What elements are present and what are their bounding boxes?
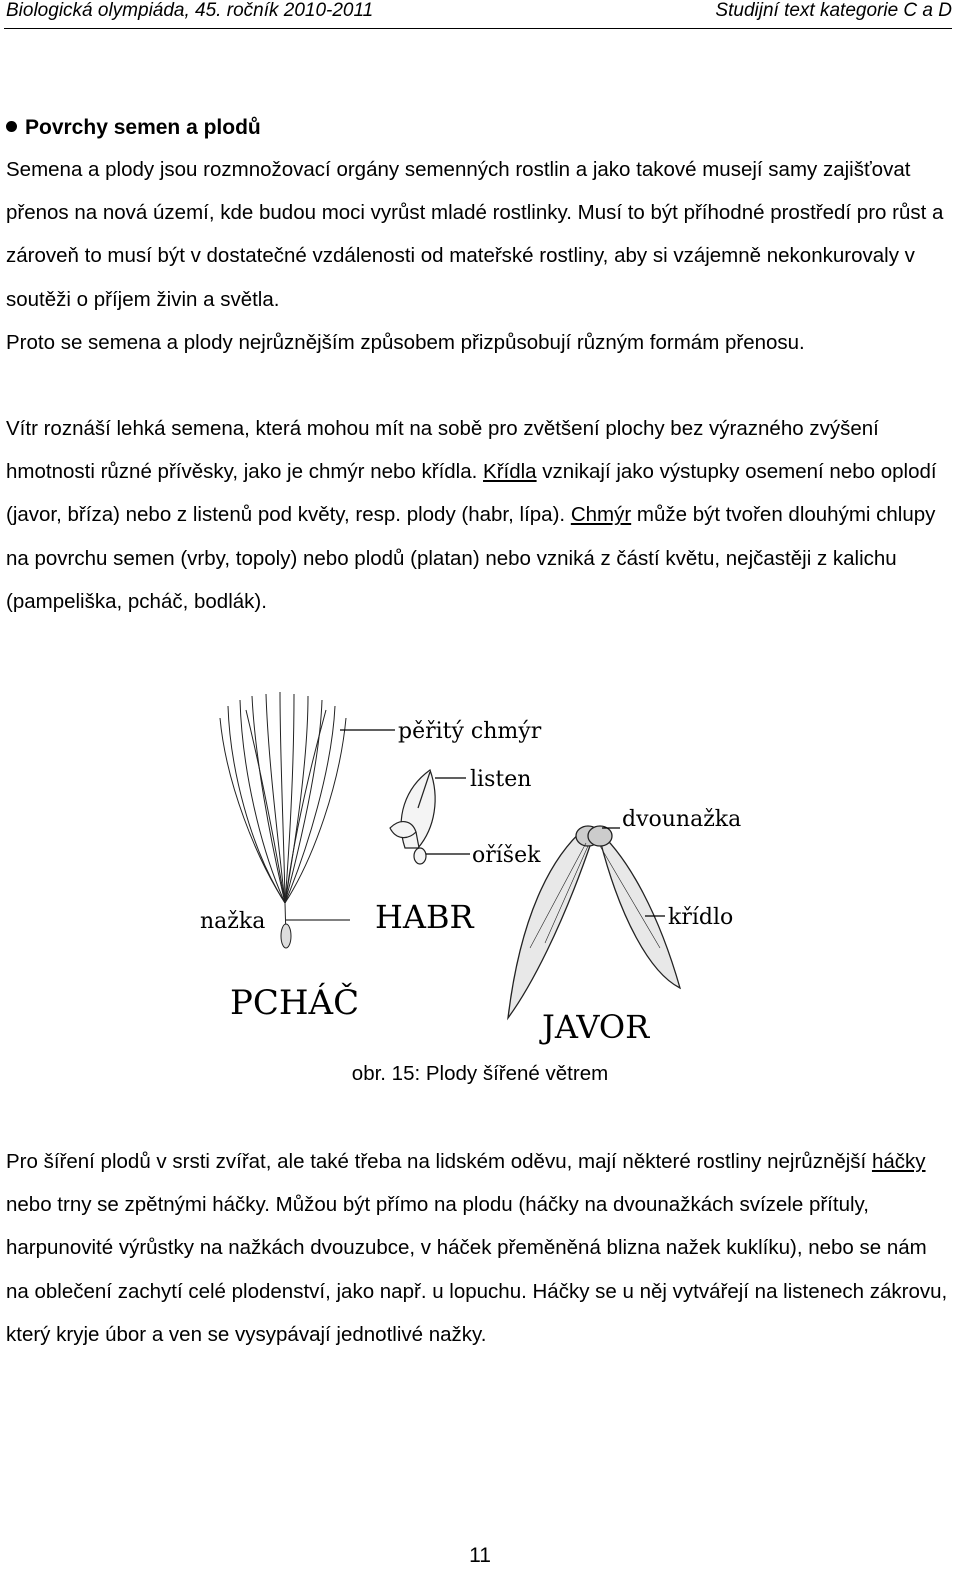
section-heading — [6, 116, 261, 140]
page-number: 11 — [469, 1544, 491, 1567]
paragraph-2-part-b: vznikají jako výstupky osemení nebo oplodí (javor, bříza) nebo z listenů pod květy, resp. plody (habr, lípa). — [6, 460, 937, 527]
paragraph-2-part-c: může být tvořen dlouhými chlupy na povrchu semen (vrby, topoly) nebo plodů (platan) nebo vzniká z částí květu, nejčastěji z kalichu (pampeliška, pcháč, bodlák). — [6, 503, 936, 613]
paragraph-3 — [6, 1140, 951, 1356]
paragraph-2 — [6, 407, 951, 623]
bullet-icon — [6, 121, 17, 132]
label-nazka: nažka — [200, 909, 266, 934]
label-dvounazka: dvounažka — [622, 807, 742, 832]
paragraph-3-text — [6, 1140, 951, 1356]
paragraph-1-sentence-2: Proto se semena a plody nejrůznějším způsobem přizpůsobují různým formám přenosu. — [6, 330, 805, 354]
label-perity-chmyr: pěřitý chmýr — [398, 719, 542, 744]
label-listen: listen — [470, 767, 532, 792]
term-hacky: háčky — [871, 1150, 926, 1173]
label-habr: HABR — [375, 898, 474, 936]
paragraph-1 — [6, 148, 951, 364]
figure-wind-dispersed-fruits — [190, 688, 770, 1048]
paragraph-2-part-a: Vítr roznáší lehká semena, která mohou mít na sobě pro zvětšení plochy bez výrazného zvýšení hmotnosti různé přívěsky, jako je chmýr nebo křídla. — [6, 417, 879, 484]
page-header — [0, 0, 960, 26]
header-right: Studijní text kategorie C a D — [715, 0, 952, 21]
header-left: Biologická olympiáda, 45. ročník 2010-2011 — [6, 0, 374, 21]
paragraph-2-text — [6, 407, 951, 623]
paragraph-3-part-a: Pro šíření plodů v srsti zvířat, ale také třeba na lidském oděvu, mají některé rostliny nejrůznější — [6, 1150, 867, 1173]
term-chmyr: Chmýr — [570, 503, 632, 527]
figure-caption: obr. 15: Plody šířené větrem — [351, 1062, 609, 1085]
label-orisek: oříšek — [472, 843, 541, 868]
term-kridla: Křídla — [483, 460, 537, 484]
label-kridlo: křídlo — [668, 905, 734, 930]
header-rule — [4, 28, 952, 29]
label-pchac: PCHÁČ — [230, 983, 360, 1023]
section-heading-text: Povrchy semen a plodů — [25, 116, 261, 139]
label-javor: JAVOR — [542, 1008, 650, 1046]
paragraph-1-sentence-1: Semena a plody jsou rozmnožovací orgány semenných rostlin a jako takové musejí samy zajišťovat přenos na nová území, kde budou moci vyrůst mladé rostlinky. Musí to být příhodné prostředí pro růst a zároveň to musí být v dostatečné vzdálenosti od mateřské rostliny, aby si vzájemně nekonkurovaly v soutěži o příjem živin a světla. — [6, 158, 944, 311]
paragraph-3-part-b: nebo trny se zpětnými háčky. Můžou být přímo na plodu (háčky na dvounažkách svízele přítuly, harpunovité výrůstky na nažkách dvouzubce, v háček přeměněná blizna nažek kuklíku), nebo se nám na oblečení zachytí celé plodenství, jako např. u lopuchu. Háčky se u něj vytvářejí na listenech zákrovu, který kryje úbor a ven se vysypávají jednotlivé nažky. — [6, 1193, 948, 1346]
habr-illustration — [390, 770, 435, 864]
